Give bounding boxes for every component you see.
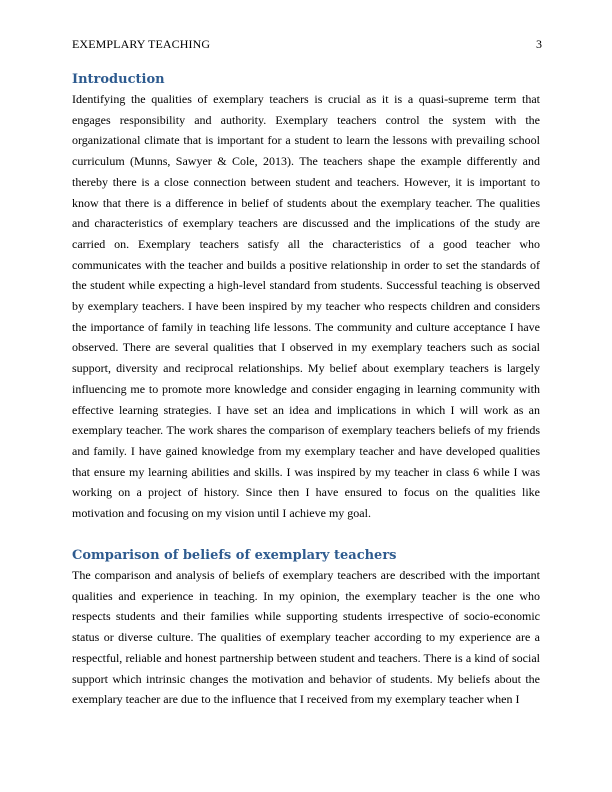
page-number: 3 bbox=[536, 37, 542, 51]
section-body-comparison: The comparison and analysis of beliefs of exemplary teachers are described with the important qualities and experience in teaching. In my opinion, the exemplary teacher is the one who respects students and their families while supporting students irrespective of socio-economic status or diverse culture. The qualities of exemplary teacher according to my experience are a respectful, reliable and honest partnership between student and teachers. There is a kind of social support which intrinsic changes the motivation and behavior of students. My beliefs about the exemplary teacher are due to the influence that I received from my exemplary teacher when I bbox=[72, 568, 540, 707]
section-body-introduction: Identifying the qualities of exemplary teachers is crucial as it is a quasi-supreme term that engages responsibility and authority. Exemplary teachers control the system with the organizational climate that is important for a student to learn the lessons with prevailing school curriculum (Munns, Sawyer & Cole, 2013). The teachers shape the example differently and thereby there is a close connection between student and teachers. However, it is important to know that there is a difference in belief of students about the exemplary teacher. The qualities and characteristics of exemplary teachers are discussed and the implications of the study are carried on. Exemplary teachers satisfy all the characteristics of a good teacher who communicates with the teacher and builds a positive relationship in order to set the standards of the student while expecting a high-level standard from students. Successful teaching is observed by exemplary teachers. I have been inspired by my teacher who respects children and considers the importance of family in teaching life lessons. The community and culture acceptance I have observed. There are several qualities that I observed in my exemplary teachers such as social support, diversity and reciprocal relationships. My belief about exemplary teachers is largely influencing me to promote more knowledge and consider engaging in learning community with effective learning strategies. I have set an idea and implications in which I will work as an exemplary teacher. The work shares the comparison of exemplary teachers beliefs of my friends and family. I have gained knowledge from my exemplary teacher and have developed qualities that ensure my learning abilities and skills. I was inspired by my teacher in class 6 while I was working on a project of history. Since then I have ensured to focus on the qualities like motivation and focusing on my vision until I achieve my goal. bbox=[72, 92, 540, 521]
running-head: EXEMPLARY TEACHING bbox=[72, 37, 211, 51]
section-heading-introduction: Introduction bbox=[72, 72, 165, 87]
section-heading-comparison: Comparison of beliefs of exemplary teachers bbox=[72, 548, 397, 563]
